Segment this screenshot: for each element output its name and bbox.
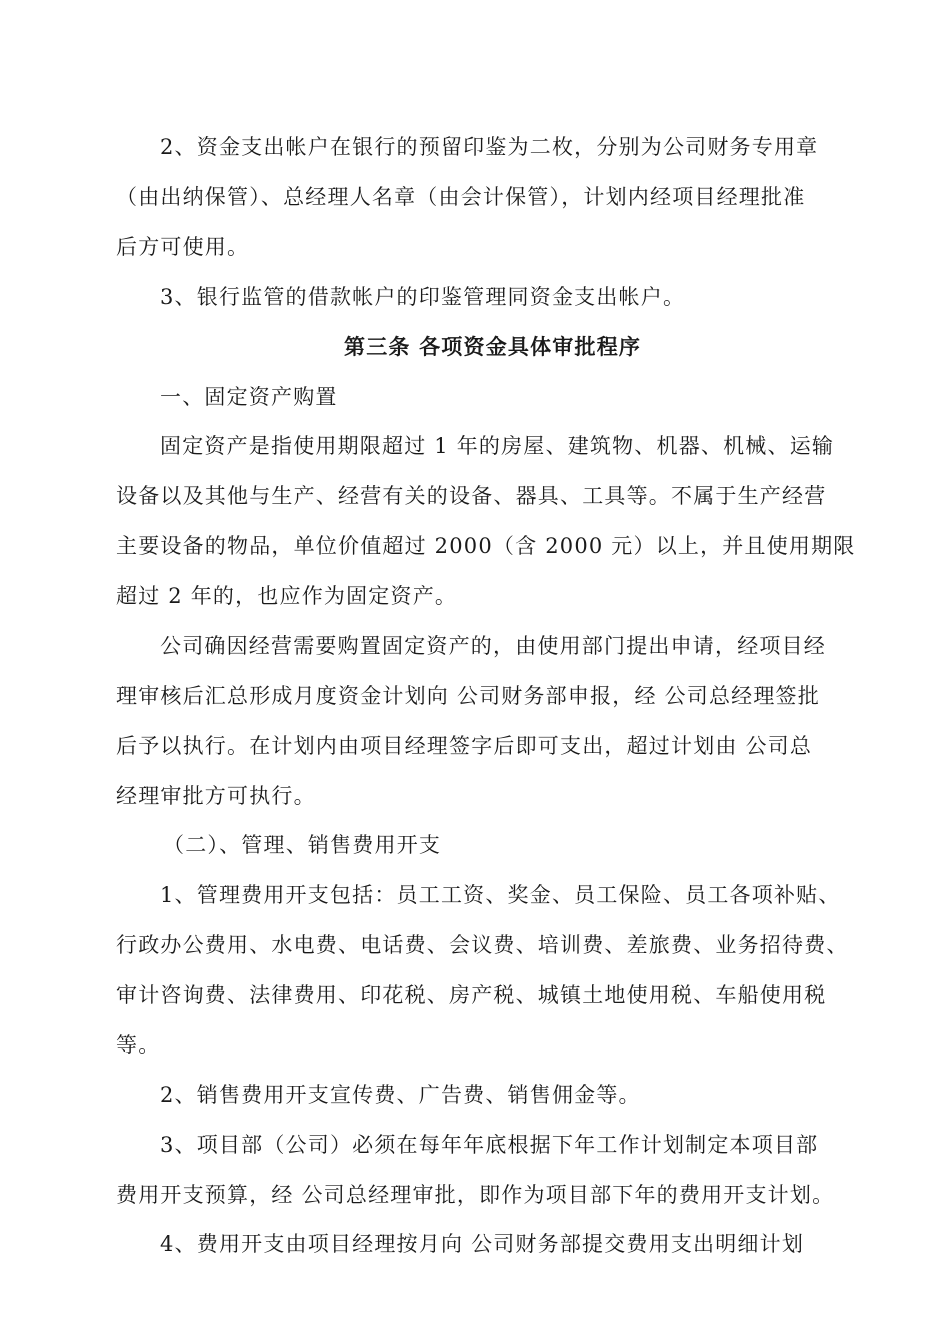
management-expenses-line-2: 行政办公费用、水电费、电话费、会议费、培训费、差旅费、业务招待费、 xyxy=(116,933,849,957)
purchase-procedure-line-1: 公司确因经营需要购置固定资产的，由使用部门提出申请，经项目经 xyxy=(160,634,826,658)
fixed-assets-line-3: 主要设备的物品，单位价值超过 2000（含 2000 元）以上，并且使用期限 xyxy=(116,534,856,558)
subsection-expenses: （二）、管理、销售费用开支 xyxy=(163,833,442,857)
fixed-assets-line-4: 超过 2 年的，也应作为固定资产。 xyxy=(116,584,458,608)
management-expenses-line-3: 审计咨询费、法律费用、印花税、房产税、城镇土地使用税、车船使用税 xyxy=(116,983,827,1007)
management-expenses-line-4: 等。 xyxy=(116,1033,161,1057)
fixed-assets-line-2: 设备以及其他与生产、经营有关的设备、器具、工具等。不属于生产经营 xyxy=(116,484,827,508)
budget-line-1: 3、项目部（公司）必须在每年年底根据下年工作计划制定本项目部 xyxy=(160,1133,819,1157)
budget-line-2: 费用开支预算，经 公司总经理审批，即作为项目部下年的费用开支计划。 xyxy=(116,1183,835,1207)
paragraph-seal-line-2: （由出纳保管）、总经理人名章（由会计保管），计划内经项目经理批准 xyxy=(116,185,806,209)
sales-expenses: 2、销售费用开支宣传费、广告费、销售佣金等。 xyxy=(160,1083,641,1107)
monthly-plan: 4、费用开支由项目经理按月向 公司财务部提交费用支出明细计划 xyxy=(160,1232,805,1256)
purchase-procedure-line-2: 理审核后汇总形成月度资金计划向 公司财务部申报，经 公司总经理签批 xyxy=(116,684,820,708)
paragraph-seal-line-3: 后方可使用。 xyxy=(116,235,250,259)
purchase-procedure-line-3: 后予以执行。在计划内由项目经理签字后即可支出，超过计划由 公司总 xyxy=(116,734,813,758)
purchase-procedure-line-4: 经理审批方可执行。 xyxy=(116,784,316,808)
management-expenses-line-1: 1、管理费用开支包括：员工工资、奖金、员工保险、员工各项补贴、 xyxy=(160,883,841,907)
fixed-assets-line-1: 固定资产是指使用期限超过 1 年的房屋、建筑物、机器、机械、运输 xyxy=(160,434,835,458)
section-title: 第三条 各项资金具体审批程序 xyxy=(344,335,642,359)
paragraph-seal-line-1: 2、资金支出帐户在银行的预留印鉴为二枚，分别为公司财务专用章 xyxy=(160,135,819,159)
paragraph-loan-account: 3、银行监管的借款帐户的印鉴管理同资金支出帐户。 xyxy=(160,285,686,309)
subsection-fixed-assets: 一、固定资产购置 xyxy=(160,385,338,409)
